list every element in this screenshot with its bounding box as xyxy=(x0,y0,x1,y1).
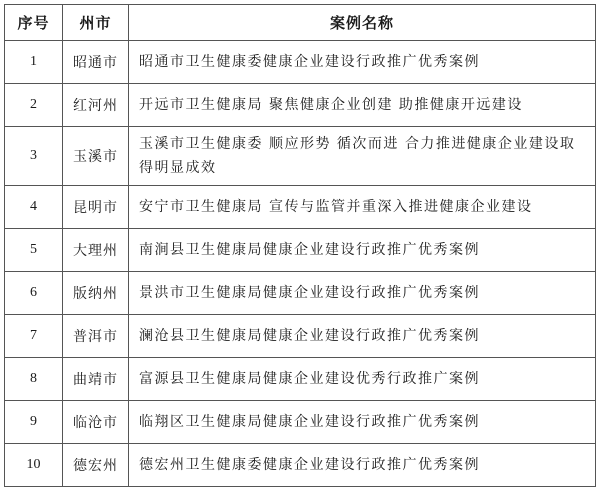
row-case-name: 富源县卫生健康局健康企业建设优秀行政推广案例 xyxy=(129,358,596,401)
row-city: 普洱市 xyxy=(63,315,129,358)
row-case-name: 临翔区卫生健康局健康企业建设行政推广优秀案例 xyxy=(129,401,596,444)
row-number: 6 xyxy=(5,272,63,315)
table-row xyxy=(5,358,596,401)
row-city: 曲靖市 xyxy=(63,358,129,401)
row-number: 8 xyxy=(5,358,63,401)
row-case-name: 安宁市卫生健康局 宣传与监管并重深入推进健康企业建设 xyxy=(129,186,596,229)
header-case-name: 案例名称 xyxy=(129,5,596,41)
row-case-name: 开远市卫生健康局 聚焦健康企业创建 助推健康开远建设 xyxy=(129,84,596,127)
table-row xyxy=(5,229,596,272)
header-no: 序号 xyxy=(5,5,63,41)
row-city: 昆明市 xyxy=(63,186,129,229)
row-case-name: 昭通市卫生健康委健康企业建设行政推广优秀案例 xyxy=(129,41,596,84)
table-row xyxy=(5,127,596,186)
row-number: 3 xyxy=(5,127,63,186)
row-case-name: 景洪市卫生健康局健康企业建设行政推广优秀案例 xyxy=(129,272,596,315)
header-row xyxy=(5,5,596,41)
row-number: 5 xyxy=(5,229,63,272)
row-case-name: 澜沧县卫生健康局健康企业建设行政推广优秀案例 xyxy=(129,315,596,358)
row-number: 9 xyxy=(5,401,63,444)
row-city: 临沧市 xyxy=(63,401,129,444)
row-city: 玉溪市 xyxy=(63,127,129,186)
row-number: 7 xyxy=(5,315,63,358)
row-city: 昭通市 xyxy=(63,41,129,84)
table-row xyxy=(5,84,596,127)
table-row xyxy=(5,315,596,358)
row-case-name: 南涧县卫生健康局健康企业建设行政推广优秀案例 xyxy=(129,229,596,272)
table-row xyxy=(5,401,596,444)
row-case-name: 德宏州卫生健康委健康企业建设行政推广优秀案例 xyxy=(129,444,596,487)
case-table xyxy=(4,4,596,487)
row-city: 大理州 xyxy=(63,229,129,272)
row-case-name: 玉溪市卫生健康委 顺应形势 循次而进 合力推进健康企业建设取得明显成效 xyxy=(129,127,596,186)
row-number: 2 xyxy=(5,84,63,127)
header-city: 州市 xyxy=(63,5,129,41)
row-city: 红河州 xyxy=(63,84,129,127)
row-number: 10 xyxy=(5,444,63,487)
table-row xyxy=(5,186,596,229)
table-row xyxy=(5,444,596,487)
row-city: 版纳州 xyxy=(63,272,129,315)
row-city: 德宏州 xyxy=(63,444,129,487)
row-number: 4 xyxy=(5,186,63,229)
row-number: 1 xyxy=(5,41,63,84)
table-row xyxy=(5,41,596,84)
table-row xyxy=(5,272,596,315)
